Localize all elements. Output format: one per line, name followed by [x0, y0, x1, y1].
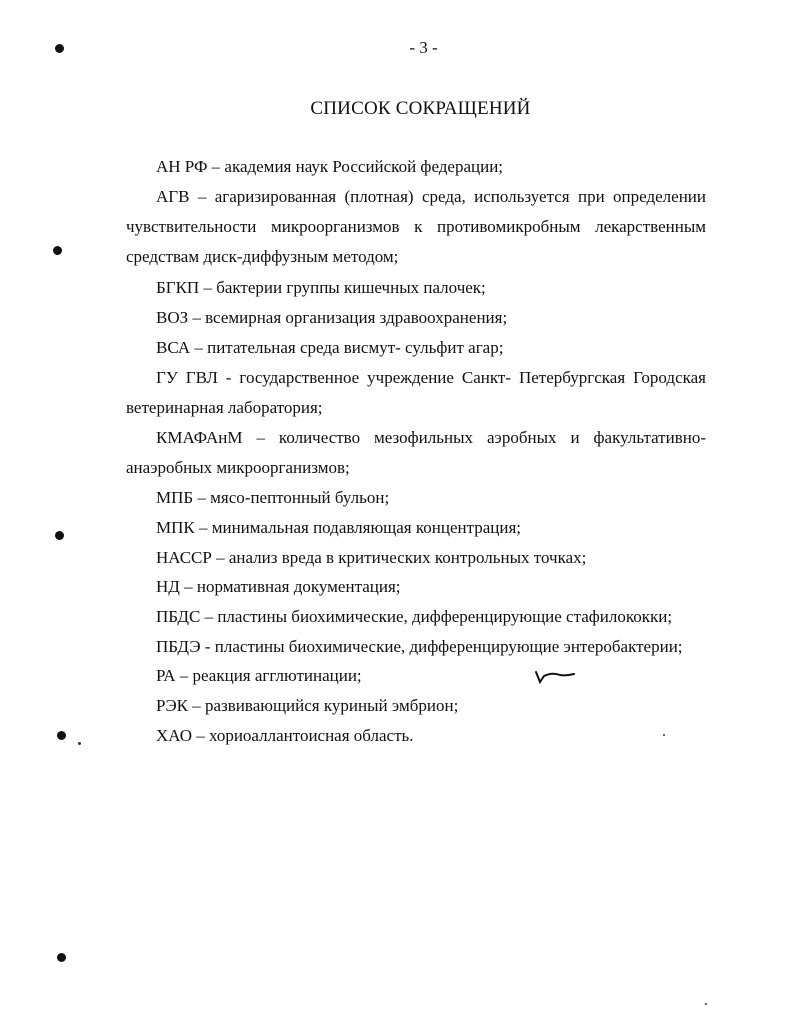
abbreviation-entry: МПК – минимальная подавляющая концентрация; — [156, 518, 522, 537]
abbreviation-entry: РЭК – развивающийся куриный эмбрион; — [156, 696, 459, 715]
abbreviation-entry: ПБДС – пластины биохимические, дифференцирующие стафилококки; — [156, 607, 673, 626]
abbreviation-entry: АН РФ – академия наук Российской федерации; — [156, 157, 504, 176]
abbreviation-entry: БГКП – бактерии группы кишечных палочек; — [156, 278, 486, 297]
abbreviation-entry-continuation: анаэробных микроорганизмов; — [126, 458, 350, 477]
abbreviation-entry: ГУ ГВЛ - государственное учреждение Санкт- Петербургская Городская — [156, 368, 706, 387]
pen-mark-scribble — [534, 668, 578, 686]
abbreviation-entry-continuation: ветеринарная лаборатория; — [126, 398, 323, 417]
abbreviation-entry-continuation: средствам диск-диффузным методом; — [126, 247, 399, 266]
abbreviation-entry: МПБ – мясо-пептонный бульон; — [156, 488, 390, 507]
abbreviation-entry: НД – нормативная документация; — [156, 577, 401, 596]
abbreviation-entry: КМАФАнМ – количество мезофильных аэробных и факультативно- — [156, 428, 706, 447]
page-title: СПИСОК СОКРАЩЕНИЙ — [310, 98, 531, 119]
abbreviation-entry: ХАО – хориоаллантоисная область. — [156, 726, 414, 745]
abbreviation-entry: РА – реакция агглютинации; — [156, 666, 362, 685]
page-number: - 3 - — [409, 38, 438, 57]
abbreviation-entry: ВСА – питательная среда висмут- сульфит агар; — [156, 338, 504, 357]
abbreviation-entry: НАССР – анализ вреда в критических контрольных точках; — [156, 548, 587, 567]
abbreviation-entry: ПБДЭ - пластины биохимические, дифференцирующие энтеробактерии; — [156, 637, 683, 656]
abbreviation-entry: АГВ – агаризированная (плотная) среда, используется при определении — [156, 187, 706, 206]
abbreviation-entry-continuation: чувствительности микроорганизмов к противомикробным лекарственным — [126, 217, 706, 236]
abbreviation-entry: ВОЗ – всемирная организация здравоохранения; — [156, 308, 508, 327]
